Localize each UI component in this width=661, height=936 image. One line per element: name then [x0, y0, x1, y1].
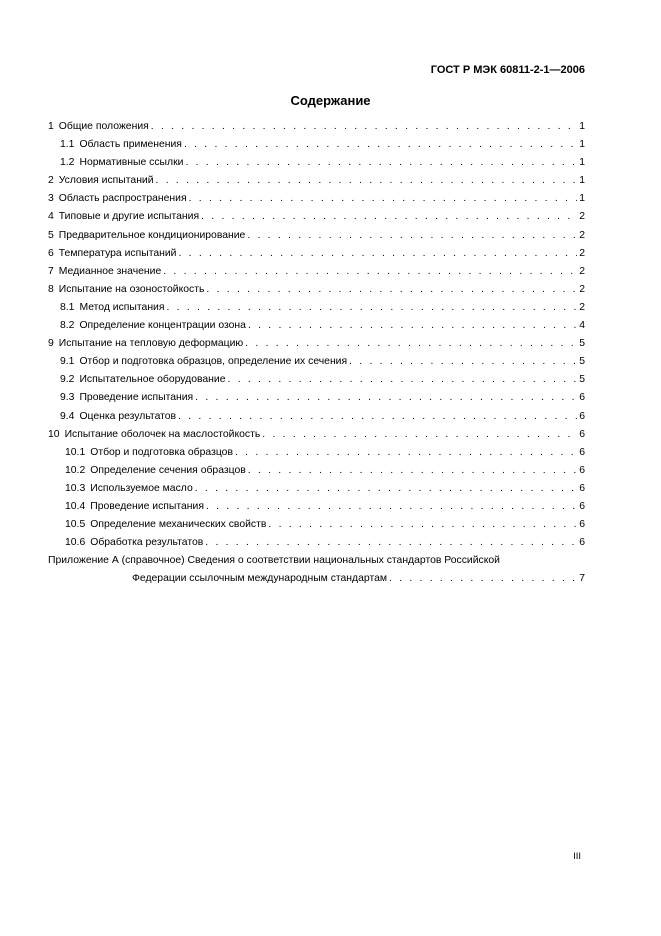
toc-entry-title: Определение механических свойств: [90, 519, 267, 531]
toc-leader-dots: [268, 519, 577, 530]
toc-entry[interactable]: [48, 175, 585, 193]
toc-entry-page: 5: [579, 338, 585, 350]
toc-entry[interactable]: [48, 537, 585, 555]
toc-entry-page: 1: [579, 157, 585, 169]
toc-entry-title: Типовые и другие испытания: [58, 211, 200, 223]
toc-leader-dots: [178, 411, 577, 422]
toc-entry[interactable]: [48, 501, 585, 519]
toc-entry[interactable]: [48, 211, 585, 229]
toc-entry-page: 1: [579, 121, 585, 132]
toc-leader-dots: [195, 483, 577, 494]
toc-leader-dots: [205, 537, 577, 548]
toc-entry-title: Испытание оболочек на маслостойкость: [64, 428, 261, 440]
toc-entry-number: 10.1: [65, 446, 86, 458]
toc-entry-title: Условия испытаний: [58, 175, 154, 187]
toc-entry-title: Отбор и подготовка образцов, определение их сечения: [79, 356, 348, 368]
toc-entry-title: Предварительное кондиционирование: [58, 229, 246, 241]
toc-entry-page: 1: [579, 139, 585, 151]
toc-entry[interactable]: [48, 483, 585, 501]
toc-leader-dots: [349, 356, 577, 367]
toc-entry-number: 2: [48, 175, 54, 187]
toc-entry[interactable]: [48, 230, 585, 248]
toc-entry-title: Метод испытания: [79, 301, 165, 313]
toc-entry-number: 9.3: [60, 392, 75, 404]
toc-entry-number: 8.1: [60, 301, 75, 313]
toc-entry-title: Определение сечения образцов: [90, 464, 246, 476]
toc-leader-dots: [151, 121, 577, 132]
toc-entry-title: Общие положения: [58, 121, 149, 132]
toc-leader-dots: [389, 573, 577, 584]
toc-leader-dots: [248, 320, 577, 331]
toc-leader-dots: [184, 139, 577, 150]
toc-entry-number: 10.6: [65, 537, 86, 549]
toc-entry[interactable]: [48, 248, 585, 266]
toc-entry[interactable]: [48, 157, 585, 175]
toc-entry[interactable]: [48, 374, 585, 392]
toc-entry-number: 1.2: [60, 157, 75, 169]
toc-entry-page: 2: [579, 283, 585, 295]
toc-entry-number: 8: [48, 283, 54, 295]
toc-entry-number: 3: [48, 193, 54, 205]
toc-leader-dots: [247, 230, 577, 241]
toc-entry-page: 6: [579, 446, 585, 458]
toc-entry-title: Проведение испытания: [90, 500, 204, 512]
toc-entry[interactable]: [48, 429, 585, 447]
page-number: III: [573, 851, 581, 862]
document-id: ГОСТ Р МЭК 60811-2-1—2006: [430, 64, 585, 76]
toc-entry-title: Обработка результатов: [90, 537, 204, 549]
toc-entry[interactable]: [48, 320, 585, 338]
toc-entry-number: 6: [48, 247, 54, 259]
toc-leader-dots: [262, 429, 577, 440]
toc-leader-dots: [167, 302, 578, 313]
toc-entry-page: 6: [579, 428, 585, 440]
toc-entry-page: 6: [579, 392, 585, 404]
toc-entry-number: 9.2: [60, 374, 75, 386]
toc-entry[interactable]: [48, 121, 585, 139]
toc-entry[interactable]: [48, 411, 585, 429]
toc-entry-number: 4: [48, 211, 54, 223]
toc-entry[interactable]: [48, 519, 585, 537]
toc-entry-number: 10: [48, 428, 60, 440]
toc-entry[interactable]: [48, 447, 585, 465]
toc-entry-number: 9.1: [60, 356, 75, 368]
toc-entry[interactable]: [48, 392, 585, 410]
toc-leader-dots: [185, 157, 577, 168]
toc-leader-dots: [235, 447, 577, 458]
toc-entry-title: Определение концентрации озона: [79, 320, 246, 332]
toc-leader-dots: [195, 392, 577, 403]
toc-leader-dots: [206, 284, 577, 295]
toc-entry[interactable]: [48, 266, 585, 284]
toc-entry-page: 1: [579, 193, 585, 205]
toc-leader-dots: [163, 266, 577, 277]
toc-entry-number: 10.2: [65, 464, 86, 476]
toc-entry-title: Испытательное оборудование: [79, 374, 226, 386]
toc-appendix-line1[interactable]: Приложение А (справочное) Сведения о соответствии национальных стандартов Российской: [48, 555, 500, 567]
toc-leader-dots: [248, 465, 577, 476]
toc-appendix-text: Федерации ссылочным международным стандартам: [132, 573, 388, 585]
toc-entry[interactable]: [48, 193, 585, 211]
toc-entry-number: 9: [48, 338, 54, 350]
toc-leader-dots: [228, 374, 577, 385]
toc-leader-dots: [156, 175, 577, 186]
toc-leader-dots: [206, 501, 577, 512]
toc-entry-page: 5: [579, 356, 585, 368]
toc-entry-page: 5: [579, 374, 585, 386]
toc-entry-title: Испытание на тепловую деформацию: [58, 338, 244, 350]
toc-entry-title: Область применения: [79, 139, 182, 151]
toc-entry[interactable]: [48, 139, 585, 157]
toc-entry-title: Нормативные ссылки: [79, 157, 184, 169]
toc-entry[interactable]: [48, 465, 585, 483]
toc-entry-title: Отбор и подготовка образцов: [90, 446, 233, 458]
toc-entry-number: 10.5: [65, 519, 86, 531]
toc-entry[interactable]: [48, 302, 585, 320]
toc-entry-title: Оценка результатов: [79, 410, 177, 422]
toc-entry-page: 6: [579, 410, 585, 422]
toc-entry-page: 6: [579, 482, 585, 494]
toc-entry-page: 6: [579, 500, 585, 512]
toc-entry-number: 8.2: [60, 320, 75, 332]
toc-entry-title: Используемое масло: [90, 482, 193, 494]
toc-appendix-line2[interactable]: [48, 573, 585, 591]
toc-entry-page: 6: [579, 537, 585, 549]
toc-entry-page: 6: [579, 464, 585, 476]
toc-entry[interactable]: [48, 338, 585, 356]
toc-entry-number: 1: [48, 121, 54, 132]
toc-entry[interactable]: [48, 284, 585, 302]
toc-entry-number: 10.4: [65, 500, 86, 512]
toc-entry-page: 4: [579, 320, 585, 332]
toc-entry-page: 2: [579, 211, 585, 223]
page-title: Содержание: [290, 93, 371, 108]
table-of-contents: [48, 121, 585, 591]
toc-entry-title: Область распространения: [58, 193, 187, 205]
toc-entry-page: 2: [579, 247, 585, 259]
toc-leader-dots: [245, 338, 577, 349]
toc-entry-page: 2: [579, 301, 585, 313]
toc-entry-number: 7: [48, 265, 54, 277]
toc-entry-number: 10.3: [65, 482, 86, 494]
toc-appendix-page: 7: [579, 573, 585, 585]
toc-entry-title: Испытание на озоностойкость: [58, 283, 205, 295]
toc-entry-number: 9.4: [60, 410, 75, 422]
toc-entry-number: 1.1: [60, 139, 75, 151]
toc-entry-page: 1: [579, 175, 585, 187]
toc-entry-title: Медианное значение: [58, 265, 162, 277]
toc-entry-number: 5: [48, 229, 54, 241]
toc-entry[interactable]: [48, 356, 585, 374]
toc-entry-page: 6: [579, 519, 585, 531]
toc-entry-page: 2: [579, 265, 585, 277]
toc-leader-dots: [201, 211, 577, 222]
toc-leader-dots: [178, 248, 577, 259]
toc-entry-title: Температура испытаний: [58, 247, 177, 259]
toc-leader-dots: [189, 193, 577, 204]
toc-entry-title: Проведение испытания: [79, 392, 194, 404]
toc-entry-page: 2: [579, 229, 585, 241]
